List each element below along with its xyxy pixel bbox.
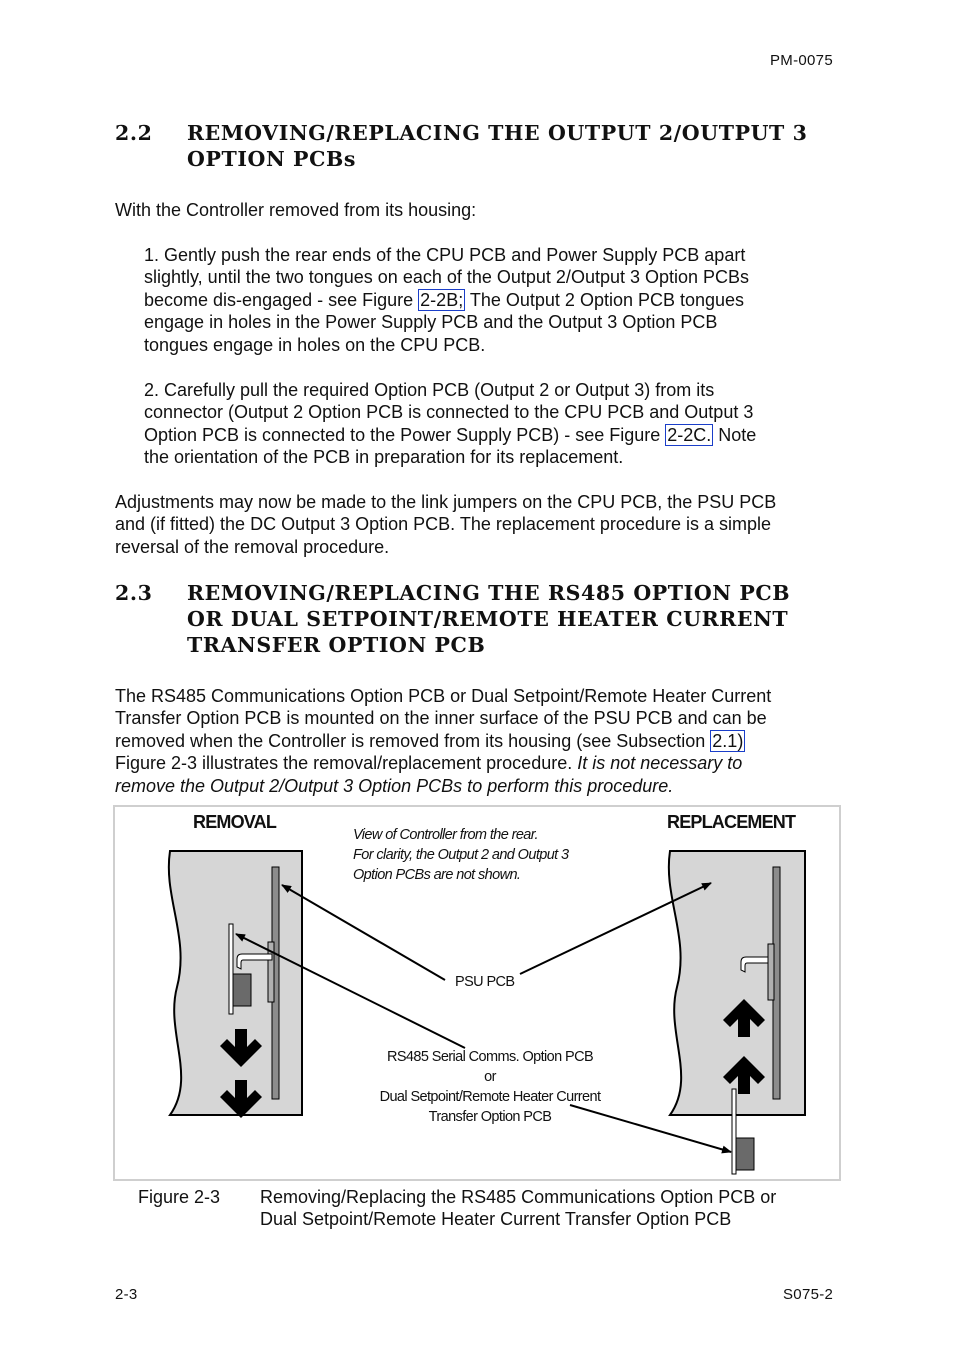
subsection-2-1-link[interactable]: 2.1) — [712, 730, 744, 751]
view-note: View of Controller from the rear. For clarity, the Output 2 and Output 3 Option PCBs are not shown. — [353, 827, 569, 883]
section-title: REMOVING/REPLACING THE OUTPUT 2/OUTPUT 3 OPTION PCBs — [187, 121, 808, 171]
replacement-label: REPLACEMENT — [667, 812, 796, 832]
removal-option-pcb — [229, 924, 233, 1014]
adjustments-paragraph: Adjustments may now be made to the link jumpers on the CPU PCB, the PSU PCB and (if fitted) the DC Output 3 Option PCB. The replacement procedure is a simple reversal of the removal procedure. — [115, 492, 777, 557]
replacement-option-block — [736, 1138, 754, 1170]
figure-2-2b-link[interactable]: 2-2B; — [420, 289, 464, 310]
figure-2-2c-link[interactable]: 2-2C. — [667, 424, 712, 445]
step-1-paragraph: 1. Gently push the rear ends of the CPU PCB and Power Supply PCB apart slightly, until the two tongues on each of the Output 2/Output 3 Option PCBs become dis-engaged - see Figure 2-2B; The Output 2 Option PCB tongues engage in holes in the Power Supply PCB and the Output 3 Option PCB tongues engage in holes on the CPU PCB. — [144, 245, 750, 355]
psu-pointer-left — [282, 885, 445, 980]
figure-caption: Removing/Replacing the RS485 Communications Option PCB or Dual Setpoint/Remote Heater Current Transfer Option PCB — [260, 1187, 777, 1230]
page-number: 2-3 — [115, 1286, 138, 1303]
removal-label: REMOVAL — [193, 812, 277, 832]
replacement-option-pcb — [732, 1089, 736, 1174]
section-number: 2.2 — [115, 121, 153, 145]
intro-text: With the Controller removed from its housing: — [115, 200, 477, 220]
section-2-3-heading — [115, 580, 875, 660]
option-pcb-label: RS485 Serial Comms. Option PCB or Dual Setpoint/Remote Heater Current Transfer Option PCB — [379, 1049, 601, 1125]
section-2-2-heading — [115, 120, 875, 176]
section-number: 2.3 — [115, 581, 153, 605]
doc-ref: S075-2 — [783, 1286, 834, 1303]
figure-caption-number: Figure 2-3 — [138, 1187, 221, 1207]
step-2-paragraph: 2. Carefully pull the required Option PCB (Output 2 or Output 3) from its connector (Output 2 Option PCB is connected to the CPU PCB and Output 3 Option PCB is connected to the Power Supply PCB) - see Figure 2-2C. Note the orientation of the PCB in preparation for its replacement. — [144, 380, 757, 468]
figure-2-3 — [113, 805, 841, 1181]
section-title: REMOVING/REPLACING THE RS485 OPTION PCB OR DUAL SETPOINT/REMOTE HEATER CURRENT TRANSFER OPTION PCB — [187, 581, 791, 657]
section-2-3-paragraph: The RS485 Communications Option PCB or Dual Setpoint/Remote Heater Current Transfer Option PCB is mounted on the inner surface of the PSU PCB and can be removed when the Controller is removed from its housing (see Subsection 2.1) Figure 2-3 illustrates the removal/replacement procedure. It is not necessary to remove the Output 2/Output 3 Option PCBs to perform this procedure. — [115, 686, 772, 796]
psu-pcb-label: PSU PCB — [455, 974, 515, 990]
removal-option-block — [233, 974, 251, 1006]
replacement-connector — [768, 944, 774, 1000]
doc-code: PM-0075 — [770, 52, 833, 69]
